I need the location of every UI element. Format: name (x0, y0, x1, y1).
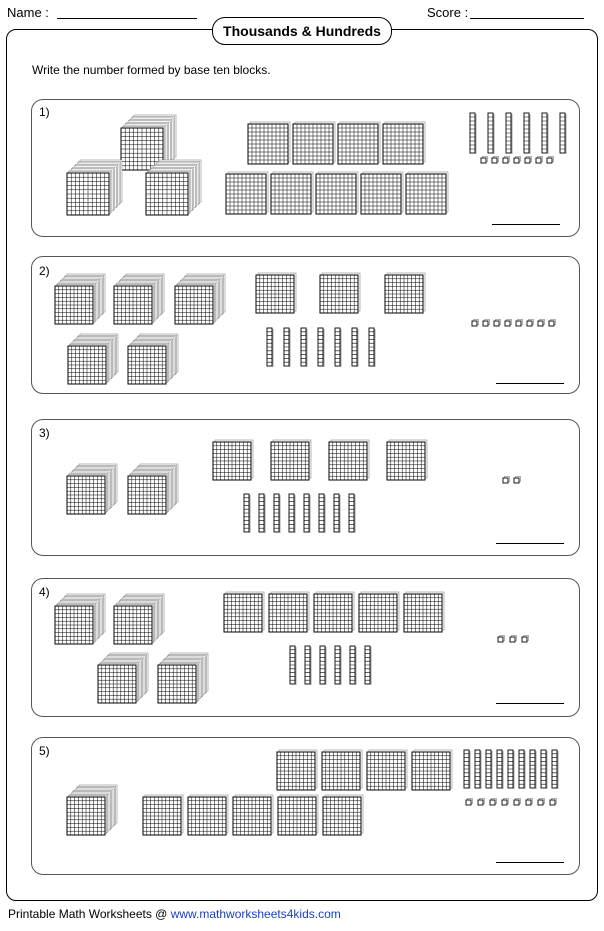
ten-rod (475, 750, 481, 789)
footer-link[interactable]: www.mathworksheets4kids.com (170, 907, 341, 921)
ten-rod (560, 113, 566, 154)
thousand-cube (128, 464, 178, 514)
footer (8, 907, 341, 921)
thousand-cube (67, 160, 122, 215)
one-unit (483, 320, 490, 327)
ten-rod (334, 494, 340, 533)
ten-rod (470, 113, 476, 154)
one-unit (538, 320, 545, 327)
ten-rod (350, 646, 356, 685)
one-unit (481, 157, 488, 164)
thousand-cube (55, 594, 105, 644)
ten-rod (506, 113, 512, 154)
question-number: 5) (39, 744, 50, 758)
ten-rod (267, 328, 273, 367)
hundred-flat (383, 122, 425, 164)
one-unit (547, 157, 554, 164)
one-unit (494, 320, 501, 327)
ten-rod (352, 328, 358, 367)
one-unit (522, 636, 529, 643)
ten-rod (335, 646, 341, 685)
ten-rod (284, 328, 290, 367)
hundred-flat (314, 592, 354, 632)
one-unit (503, 157, 510, 164)
hundred-flat (323, 795, 363, 835)
thousand-cube (114, 274, 164, 324)
hundred-flat (320, 273, 360, 313)
ten-rod (335, 328, 341, 367)
hundred-flat (188, 795, 228, 835)
hundred-flat (256, 273, 296, 313)
hundred-flat (269, 592, 309, 632)
hundred-flat (406, 172, 448, 214)
ten-rod (301, 328, 307, 367)
one-unit (503, 477, 510, 484)
one-unit (514, 157, 521, 164)
one-unit (525, 157, 532, 164)
thousand-cube (175, 274, 225, 324)
ten-rod (244, 494, 250, 533)
hundred-flat (367, 750, 407, 790)
thousand-cube (67, 464, 117, 514)
hundred-flat (271, 440, 311, 480)
hundred-flat (387, 440, 427, 480)
ten-rod (464, 750, 470, 789)
thousand-cube (98, 653, 148, 703)
hundred-flat (338, 122, 380, 164)
ten-rod (486, 750, 492, 789)
hundred-flat (224, 592, 264, 632)
one-unit (527, 320, 534, 327)
footer-text: Printable Math Worksheets @ (8, 907, 171, 921)
hundred-flat (277, 750, 317, 790)
one-unit (466, 799, 473, 806)
ten-rod (552, 750, 558, 789)
ten-rod (305, 646, 311, 685)
thousand-cube (67, 785, 117, 835)
hundred-flat (278, 795, 318, 835)
one-unit (498, 636, 505, 643)
score-label: Score : (427, 5, 469, 20)
one-unit (490, 799, 497, 806)
thousand-cube (146, 160, 201, 215)
one-unit (514, 799, 521, 806)
hundred-flat (143, 795, 183, 835)
hundred-flat (404, 592, 444, 632)
ten-rod (319, 494, 325, 533)
ten-rod (524, 113, 530, 154)
ten-rod (541, 750, 547, 789)
hundred-flat (412, 750, 452, 790)
hundred-flat (226, 172, 268, 214)
question-number: 1) (39, 105, 50, 119)
ten-rod (519, 750, 525, 789)
one-unit (538, 799, 545, 806)
one-unit (502, 799, 509, 806)
one-unit (549, 320, 556, 327)
ten-rod (365, 646, 371, 685)
hundred-flat (213, 440, 253, 480)
one-unit (526, 799, 533, 806)
thousand-cube (158, 653, 208, 703)
ten-rod (349, 494, 355, 533)
one-unit (478, 799, 485, 806)
hundred-flat (385, 273, 425, 313)
ten-rod (542, 113, 548, 154)
hundred-flat (293, 122, 335, 164)
ten-rod (508, 750, 514, 789)
one-unit (514, 477, 521, 484)
one-unit (510, 636, 517, 643)
one-unit (550, 799, 557, 806)
question-number: 2) (39, 264, 50, 278)
thousand-cube (55, 274, 105, 324)
name-label: Name : (7, 5, 49, 20)
hundred-flat (329, 440, 369, 480)
ten-rod (290, 646, 296, 685)
hundred-flat (248, 122, 290, 164)
thousand-cube (68, 334, 118, 384)
ten-rod (289, 494, 295, 533)
worksheet-title: Thousands & Hundreds (212, 17, 392, 45)
question-number: 4) (39, 585, 50, 599)
hundred-flat (271, 172, 313, 214)
hundred-flat (359, 592, 399, 632)
ten-rod (497, 750, 503, 789)
ten-rod (320, 646, 326, 685)
ten-rod (369, 328, 375, 367)
ten-rod (318, 328, 324, 367)
ten-rod (488, 113, 494, 154)
ten-rod (304, 494, 310, 533)
hundred-flat (316, 172, 358, 214)
instruction-text: Write the number formed by base ten blocks. (32, 63, 271, 77)
question-number: 3) (39, 426, 50, 440)
one-unit (472, 320, 479, 327)
ten-rod (259, 494, 265, 533)
ten-rod (274, 494, 280, 533)
one-unit (505, 320, 512, 327)
one-unit (536, 157, 543, 164)
one-unit (516, 320, 523, 327)
ten-rod (530, 750, 536, 789)
thousand-cube (114, 594, 164, 644)
hundred-flat (233, 795, 273, 835)
thousand-cube (128, 334, 178, 384)
one-unit (492, 157, 499, 164)
hundred-flat (361, 172, 403, 214)
hundred-flat (322, 750, 362, 790)
